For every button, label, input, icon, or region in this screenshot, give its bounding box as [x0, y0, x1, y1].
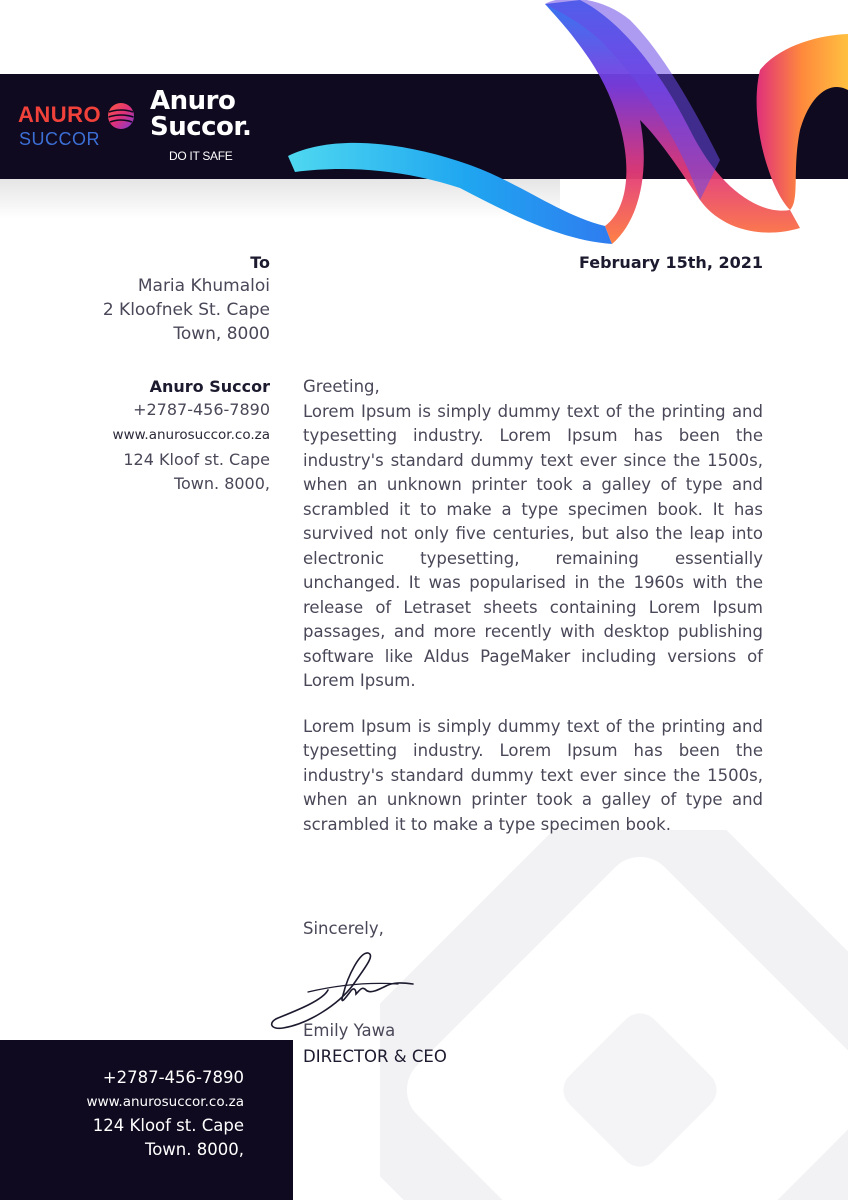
- logo-text-succor: SUCCOR: [19, 129, 101, 149]
- logo-text-anuro: ANURO: [18, 102, 102, 127]
- brand-name-line1: Anuro: [150, 86, 236, 116]
- sender-website: www.anurosuccor.co.za: [112, 427, 270, 443]
- company-logo: [18, 100, 138, 152]
- globe-icon: [106, 101, 136, 131]
- recipient-label: To: [250, 253, 270, 272]
- brand-wordmark: [150, 86, 252, 163]
- sender-phone: +2787-456-7890: [133, 400, 270, 419]
- brand-tagline: DO IT SAFE: [169, 149, 233, 163]
- sender-name: Anuro Succor: [149, 377, 270, 396]
- footer-website: www.anurosuccor.co.za: [86, 1094, 244, 1110]
- letter-date: February 15th, 2021: [578, 253, 763, 272]
- sender-address-line2: Town. 8000,: [173, 474, 270, 493]
- letter-body: [303, 375, 763, 837]
- recipient-address-line1: 2 Kloofnek St. Cape: [102, 300, 270, 320]
- footer-phone: +2787-456-7890: [102, 1068, 244, 1087]
- letter-paragraph-1: Lorem Ipsum is simply dummy text of the printing and typesetting industry. Lorem Ipsum has been the industry's standard dummy text ever since the 1500s, when an unknown printer took a galley of type and scrambled it to make a type specimen book. It has survived not only five centuries, but also the leap into electronic typesetting, remaining essentially unchanged. It was popularised in the 1960s with the release of Letraset sheets containing Lorem Ipsum passages, and more recently with desktop publishing software like Aldus PageMaker including versions of Lorem Ipsum.: [303, 401, 763, 690]
- footer-contact: [87, 1066, 244, 1162]
- header-shadow: [0, 179, 560, 219]
- sender-address-line1: 124 Kloof st. Cape: [123, 450, 270, 469]
- sender-block: [113, 376, 270, 496]
- recipient-name: Maria Khumaloi: [137, 276, 270, 296]
- footer-address-line2: Town. 8000,: [144, 1140, 244, 1159]
- brand-name-line2: Succor.: [150, 112, 252, 142]
- recipient-block: [103, 252, 270, 346]
- footer-address-line1: 124 Kloof st. Cape: [92, 1116, 244, 1135]
- watermark-logo: [380, 830, 848, 1200]
- letter-greeting: Greeting,: [303, 377, 380, 396]
- recipient-address-line2: Town, 8000: [173, 324, 270, 344]
- letter-paragraph-2: Lorem Ipsum is simply dummy text of the printing and typesetting industry. Lorem Ipsum has been the industry's standard dummy text ever since the 1500s, when an unknown printer took a galley of type and scrambled it to make a type specimen book.: [303, 716, 763, 834]
- signer-name: Emily Yawa: [303, 1021, 396, 1040]
- signer-title: DIRECTOR & CEO: [303, 1047, 447, 1066]
- letter-closing: Sincerely,: [303, 919, 384, 938]
- footer-contact-box: [0, 1040, 293, 1200]
